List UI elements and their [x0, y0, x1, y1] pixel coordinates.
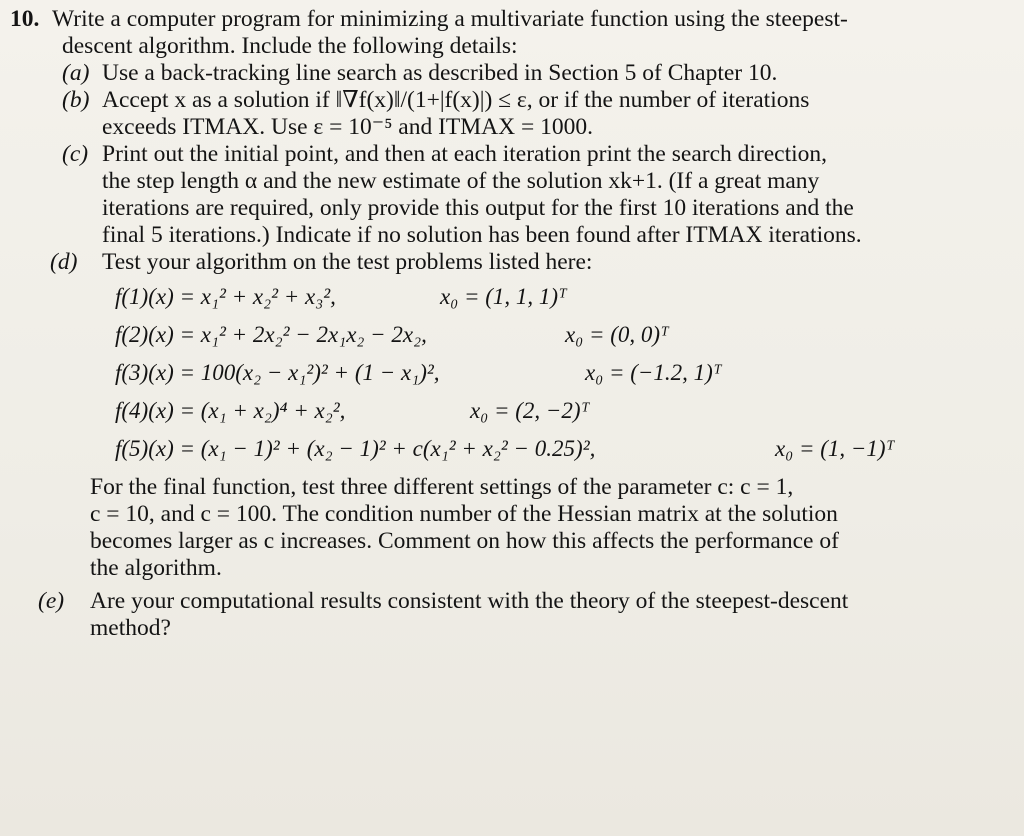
part-d-after-4: the algorithm. — [90, 555, 222, 581]
test-function-5: f(5)(x) = (x₁ − 1)² + (x₂ − 1)² + c(x₁² + x₂² − 0.25)², x₀ = (1, −1)ᵀ — [115, 436, 895, 461]
part-b-line-2: exceeds ITMAX. Use ε = 10⁻⁵ and ITMAX = 1000. — [102, 114, 593, 140]
part-b: (b) Accept x as a solution if ‖∇f(x)‖/(1+|f(x)|) ≤ ε, or if the number of iterations — [62, 87, 810, 113]
intro-line-1: 10. Write a computer program for minimizing a multivariate function using the steepest- — [10, 6, 848, 32]
part-d-after-2: c = 10, and c = 100. The condition number of the Hessian matrix at the solution — [90, 501, 838, 527]
part-c-line-4: final 5 iterations.) Indicate if no solution has been found after ITMAX iterations. — [102, 222, 862, 248]
part-d: (d) Test your algorithm on the test problems listed here: — [50, 249, 593, 275]
part-c-line-3: iterations are required, only provide this output for the first 10 iterations and the — [102, 195, 854, 221]
test-function-3: f(3)(x) = 100(x₂ − x₁²)² + (1 − x₁)², x₀ = (−1.2, 1)ᵀ — [115, 360, 722, 385]
part-d-after-1: For the final function, test three different settings of the parameter c: c = 1, — [90, 474, 794, 500]
part-d-after-3: becomes larger as c increases. Comment on how this affects the performance of — [90, 528, 839, 554]
exercise-10 — [10, 6, 1005, 642]
intro-line-2: descent algorithm. Include the following details: — [62, 33, 518, 59]
part-e: (e) Are your computational results consistent with the theory of the steepest-descent — [38, 588, 849, 614]
part-c-line-2: the step length α and the new estimate of the solution xk+1. (If a great many — [102, 168, 820, 194]
exercise-number: 10. — [10, 6, 40, 32]
part-c: (c) Print out the initial point, and then at each iteration print the search direction, — [62, 141, 828, 167]
test-function-4: f(4)(x) = (x₁ + x₂)⁴ + x₂², x₀ = (2, −2)ᵀ — [115, 398, 590, 423]
part-e-line-2: method? — [90, 615, 171, 641]
test-function-1: f(1)(x) = x₁² + x₂² + x₃², x₀ = (1, 1, 1)ᵀ — [115, 284, 567, 309]
part-a: (a) Use a back-tracking line search as described in Section 5 of Chapter 10. — [62, 60, 778, 86]
test-function-2: f(2)(x) = x₁² + 2x₂² − 2x₁x₂ − 2x₂, x₀ = (0, 0)ᵀ — [115, 322, 669, 347]
